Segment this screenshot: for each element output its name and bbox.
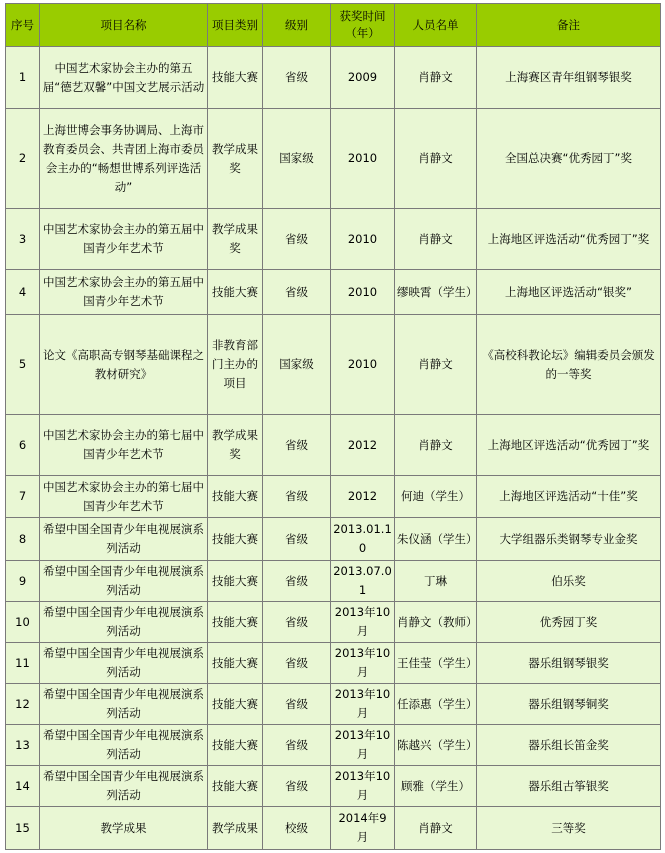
table-row xyxy=(6,561,661,602)
cell-time: 2013.07.01 xyxy=(331,561,395,602)
cell-level: 校级 xyxy=(263,807,331,850)
header-no: 序号 xyxy=(6,4,40,47)
cell-level: 省级 xyxy=(263,415,331,476)
cell-level: 省级 xyxy=(263,561,331,602)
cell-category: 教学成果奖 xyxy=(208,415,263,476)
table-row xyxy=(6,518,661,561)
cell-remark: 大学组器乐类钢琴专业金奖 xyxy=(477,518,661,561)
cell-remark: 优秀园丁奖 xyxy=(477,602,661,643)
header-category: 项目类别 xyxy=(208,4,263,47)
table-row xyxy=(6,807,661,850)
cell-people: 肖静文 xyxy=(395,47,477,109)
table-row xyxy=(6,209,661,270)
table-row xyxy=(6,725,661,766)
cell-time: 2013年10月 xyxy=(331,766,395,807)
cell-category: 技能大赛 xyxy=(208,725,263,766)
cell-remark: 上海赛区青年组钢琴银奖 xyxy=(477,47,661,109)
cell-level: 省级 xyxy=(263,684,331,725)
cell-time: 2013年10月 xyxy=(331,725,395,766)
cell-time: 2012 xyxy=(331,476,395,518)
cell-remark: 伯乐奖 xyxy=(477,561,661,602)
cell-people: 肖静文 xyxy=(395,415,477,476)
cell-category: 技能大赛 xyxy=(208,518,263,561)
cell-people: 何迪（学生） xyxy=(395,476,477,518)
cell-name: 希望中国全国青少年电视展演系列活动 xyxy=(40,684,208,725)
table-row xyxy=(6,476,661,518)
cell-people: 丁琳 xyxy=(395,561,477,602)
awards-table xyxy=(5,3,661,850)
cell-name: 希望中国全国青少年电视展演系列活动 xyxy=(40,561,208,602)
cell-no: 6 xyxy=(6,415,40,476)
cell-level: 国家级 xyxy=(263,109,331,209)
cell-people: 朱仪涵（学生） xyxy=(395,518,477,561)
header-level: 级别 xyxy=(263,4,331,47)
cell-time: 2010 xyxy=(331,109,395,209)
cell-name: 论文《高职高专钢琴基础课程之教材研究》 xyxy=(40,315,208,415)
cell-people: 任添惠（学生） xyxy=(395,684,477,725)
cell-people: 肖静文 xyxy=(395,807,477,850)
cell-remark: 上海地区评选活动“优秀园丁”奖 xyxy=(477,415,661,476)
cell-category: 技能大赛 xyxy=(208,476,263,518)
cell-category: 技能大赛 xyxy=(208,270,263,315)
table-row xyxy=(6,47,661,109)
cell-time: 2010 xyxy=(331,209,395,270)
cell-name: 中国艺术家协会主办的第七届中国青少年艺术节 xyxy=(40,415,208,476)
cell-category: 技能大赛 xyxy=(208,47,263,109)
cell-name: 中国艺术家协会主办的第五届中国青少年艺术节 xyxy=(40,270,208,315)
cell-people: 肖静文 xyxy=(395,109,477,209)
cell-category: 技能大赛 xyxy=(208,602,263,643)
cell-remark: 上海地区评选活动“十佳”奖 xyxy=(477,476,661,518)
table-row xyxy=(6,602,661,643)
cell-remark: 器乐组长笛金奖 xyxy=(477,725,661,766)
header-remark: 备注 xyxy=(477,4,661,47)
cell-no: 7 xyxy=(6,476,40,518)
cell-level: 省级 xyxy=(263,47,331,109)
cell-level: 省级 xyxy=(263,209,331,270)
cell-no: 3 xyxy=(6,209,40,270)
cell-level: 省级 xyxy=(263,602,331,643)
cell-remark: 《高校科教论坛》编辑委员会颁发的一等奖 xyxy=(477,315,661,415)
cell-name: 希望中国全国青少年电视展演系列活动 xyxy=(40,518,208,561)
cell-no: 5 xyxy=(6,315,40,415)
cell-people: 肖静文 xyxy=(395,315,477,415)
cell-remark: 器乐组钢琴铜奖 xyxy=(477,684,661,725)
cell-no: 1 xyxy=(6,47,40,109)
table-row xyxy=(6,315,661,415)
header-row xyxy=(6,4,661,47)
cell-level: 省级 xyxy=(263,766,331,807)
cell-time: 2012 xyxy=(331,415,395,476)
cell-time: 2013年10月 xyxy=(331,643,395,684)
cell-name: 希望中国全国青少年电视展演系列活动 xyxy=(40,602,208,643)
cell-time: 2009 xyxy=(331,47,395,109)
cell-time: 2010 xyxy=(331,270,395,315)
cell-time: 2013年10月 xyxy=(331,602,395,643)
cell-no: 4 xyxy=(6,270,40,315)
cell-name: 中国艺术家协会主办的第五届中国青少年艺术节 xyxy=(40,209,208,270)
cell-no: 11 xyxy=(6,643,40,684)
cell-no: 8 xyxy=(6,518,40,561)
cell-remark: 上海地区评选活动“优秀园丁”奖 xyxy=(477,209,661,270)
cell-remark: 全国总决赛“优秀园丁”奖 xyxy=(477,109,661,209)
cell-level: 省级 xyxy=(263,643,331,684)
table-row xyxy=(6,684,661,725)
header-name: 项目名称 xyxy=(40,4,208,47)
cell-no: 9 xyxy=(6,561,40,602)
table-row xyxy=(6,109,661,209)
cell-people: 肖静文（教师） xyxy=(395,602,477,643)
cell-level: 国家级 xyxy=(263,315,331,415)
cell-category: 技能大赛 xyxy=(208,561,263,602)
cell-remark: 上海地区评选活动“银奖” xyxy=(477,270,661,315)
cell-category: 技能大赛 xyxy=(208,684,263,725)
cell-category: 教学成果奖 xyxy=(208,209,263,270)
cell-name: 希望中国全国青少年电视展演系列活动 xyxy=(40,725,208,766)
cell-remark: 器乐组钢琴银奖 xyxy=(477,643,661,684)
cell-level: 省级 xyxy=(263,476,331,518)
header-time: 获奖时间（年） xyxy=(331,4,395,47)
cell-no: 15 xyxy=(6,807,40,850)
cell-name: 中国艺术家协会主办的第五届“德艺双馨”中国文艺展示活动 xyxy=(40,47,208,109)
cell-remark: 三等奖 xyxy=(477,807,661,850)
cell-category: 技能大赛 xyxy=(208,766,263,807)
cell-category: 非教育部门主办的项目 xyxy=(208,315,263,415)
header-people: 人员名单 xyxy=(395,4,477,47)
cell-people: 缪映霄（学生） xyxy=(395,270,477,315)
cell-level: 省级 xyxy=(263,270,331,315)
cell-people: 肖静文 xyxy=(395,209,477,270)
cell-people: 王佳莹（学生） xyxy=(395,643,477,684)
table-row xyxy=(6,270,661,315)
cell-category: 技能大赛 xyxy=(208,643,263,684)
cell-category: 教学成果奖 xyxy=(208,109,263,209)
table-row xyxy=(6,643,661,684)
table-row xyxy=(6,415,661,476)
cell-level: 省级 xyxy=(263,725,331,766)
cell-time: 2013.01.10 xyxy=(331,518,395,561)
cell-people: 陈越兴（学生） xyxy=(395,725,477,766)
cell-remark: 器乐组古筝银奖 xyxy=(477,766,661,807)
cell-level: 省级 xyxy=(263,518,331,561)
cell-people: 顾雅（学生） xyxy=(395,766,477,807)
cell-no: 14 xyxy=(6,766,40,807)
cell-name: 希望中国全国青少年电视展演系列活动 xyxy=(40,643,208,684)
table-row xyxy=(6,766,661,807)
cell-no: 10 xyxy=(6,602,40,643)
cell-name: 希望中国全国青少年电视展演系列活动 xyxy=(40,766,208,807)
cell-category: 教学成果 xyxy=(208,807,263,850)
cell-no: 2 xyxy=(6,109,40,209)
cell-no: 12 xyxy=(6,684,40,725)
cell-name: 教学成果 xyxy=(40,807,208,850)
cell-name: 中国艺术家协会主办的第七届中国青少年艺术节 xyxy=(40,476,208,518)
cell-name: 上海世博会事务协调局、上海市教育委员会、共青团上海市委员会主办的“畅想世博系列评选活动” xyxy=(40,109,208,209)
cell-time: 2014年9月 xyxy=(331,807,395,850)
cell-no: 13 xyxy=(6,725,40,766)
cell-time: 2013年10月 xyxy=(331,684,395,725)
cell-time: 2010 xyxy=(331,315,395,415)
